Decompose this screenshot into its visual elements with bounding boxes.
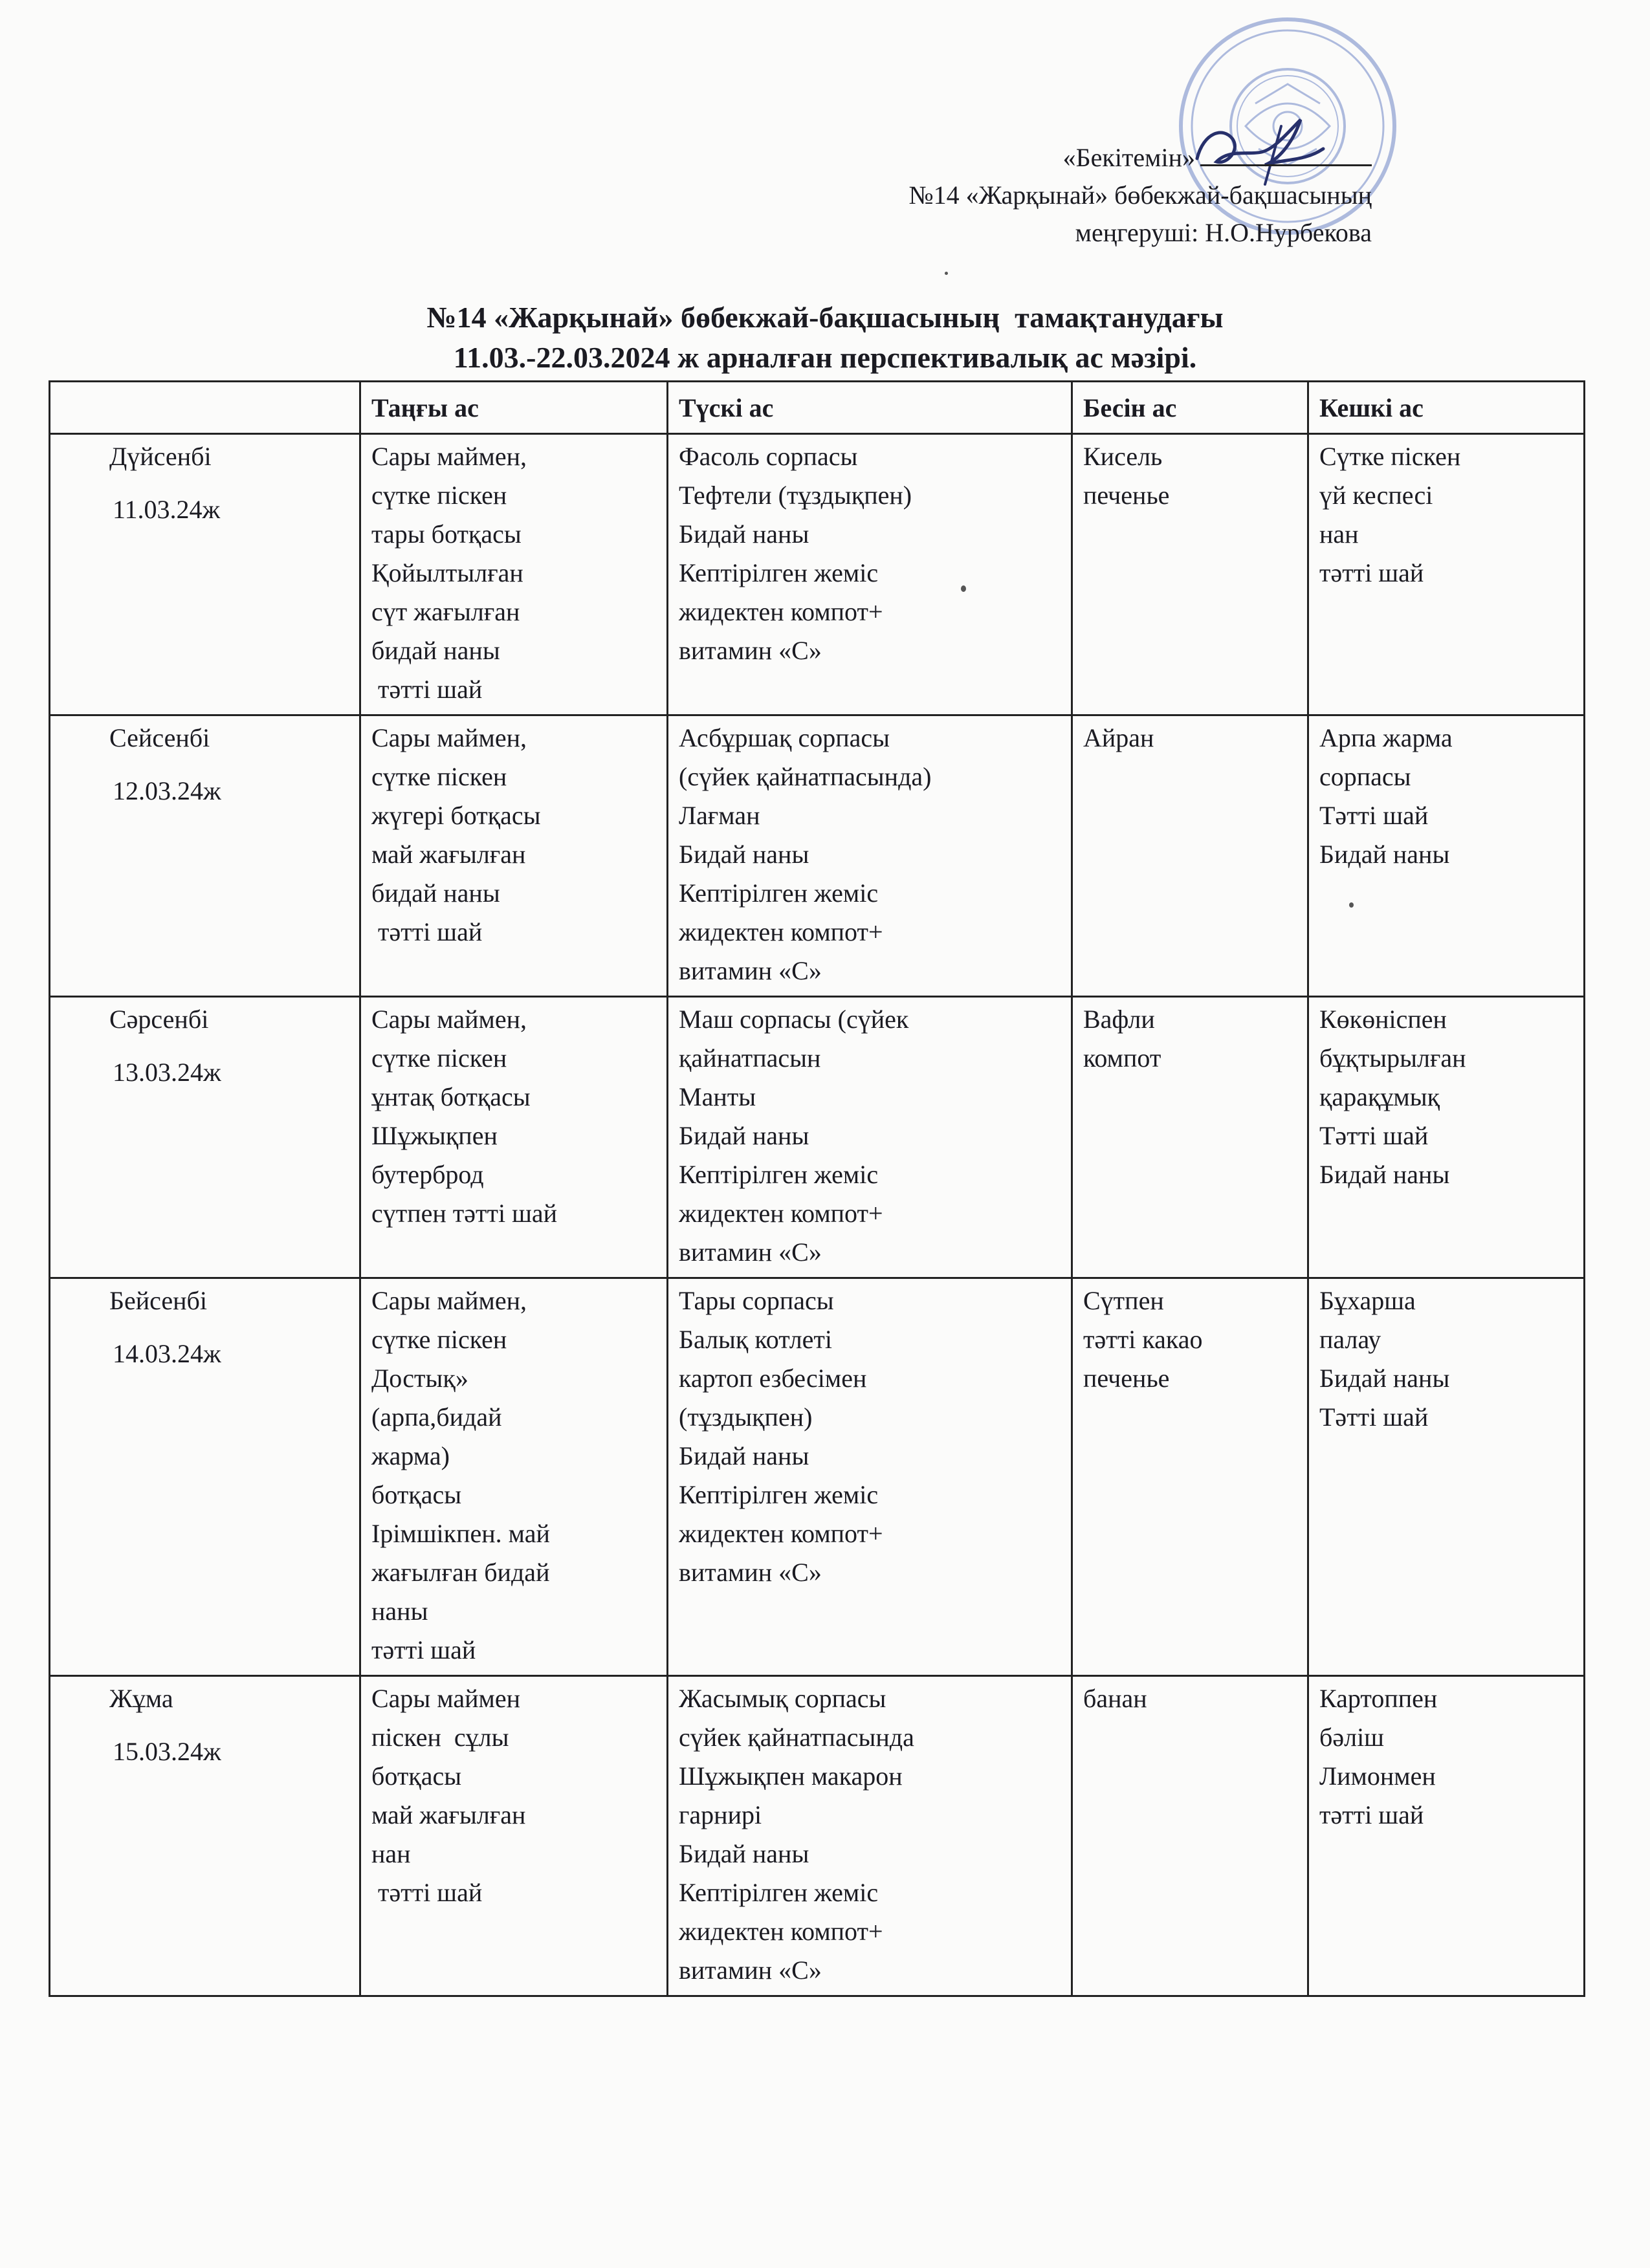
breakfast-item: Ірімшікпен. май [371, 1519, 550, 1548]
lunch-item: жидектен компот+ [679, 1199, 883, 1228]
header-lunch: Түскі ас [668, 382, 1072, 434]
breakfast-item: жағылған бидай [371, 1558, 550, 1587]
lunch-item: Кептірілген жеміс [679, 878, 879, 908]
title-line-1: №14 «Жарқынай» бөбекжай-бақшасының тамақтанудағы [426, 301, 1224, 334]
lunch-cell [668, 1676, 1072, 1996]
day-date: 14.03.24ж [113, 1339, 221, 1368]
dinner-item: тәтті шай [1319, 1800, 1424, 1829]
dinner-item: Тәтті шай [1319, 1402, 1429, 1432]
breakfast-item: май жағылған [371, 840, 526, 869]
approval-manager: меңгеруші: Н.О.Нурбекова [1075, 218, 1372, 247]
breakfast-item: Сары маймен, [371, 1286, 527, 1315]
day-cell [50, 1676, 360, 1996]
lunch-item: (сүйек қайнатпасында) [679, 762, 932, 791]
breakfast-item: тәтті шай [371, 675, 483, 704]
title-line-2: 11.03.-22.03.2024 ж арналған перспективалық ас мәзірі. [453, 341, 1197, 374]
breakfast-item: ботқасы [371, 1480, 462, 1509]
lunch-item: Бидай наны [679, 1121, 809, 1150]
header-day [50, 382, 360, 434]
breakfast-cell [360, 715, 668, 997]
breakfast-item: сүтке піскен [371, 762, 507, 791]
dinner-cell [1308, 434, 1585, 715]
dinner-item: Тәтті шай [1319, 801, 1429, 830]
snack-cell [1072, 715, 1308, 997]
breakfast-item: (арпа,бидай [371, 1402, 502, 1432]
lunch-item: Кептірілген жеміс [679, 1160, 879, 1189]
approval-organization: №14 «Жарқынай» бөбекжай-бақшасының [908, 180, 1372, 210]
document-title [0, 298, 1650, 378]
breakfast-item: ботқасы [371, 1761, 462, 1791]
day-cell [50, 434, 360, 715]
day-name: Сәрсенбі [109, 1005, 209, 1034]
lunch-item: витамин «С» [679, 636, 822, 665]
day-name: Сейсенбі [109, 723, 210, 752]
breakfast-item: Қойылтылған [371, 558, 523, 587]
snack-cell [1072, 997, 1308, 1278]
lunch-item: (тұздықпен) [679, 1402, 813, 1432]
day-cell [50, 1278, 360, 1676]
breakfast-item: тәтті шай [371, 1635, 476, 1664]
snack-item: Сүтпен [1083, 1286, 1164, 1315]
breakfast-item: ұнтақ ботқасы [371, 1082, 531, 1111]
day-date: 15.03.24ж [113, 1737, 221, 1766]
lunch-item: Тефтели (тұздықпен) [679, 481, 912, 510]
menu-table [49, 380, 1585, 1997]
breakfast-item: Шұжықпен [371, 1121, 498, 1150]
dinner-item: Лимонмен [1319, 1761, 1436, 1791]
breakfast-item: бидай наны [371, 878, 500, 908]
day-cell [50, 997, 360, 1278]
approval-label: «Бекітемін» [1062, 143, 1195, 172]
lunch-item: жидектен компот+ [679, 917, 883, 946]
lunch-item: Маш сорпасы (сүйек [679, 1005, 909, 1034]
lunch-item: Кептірілген жеміс [679, 1480, 879, 1509]
dinner-item: Картоппен [1319, 1684, 1438, 1713]
scan-speck [961, 585, 966, 592]
snack-item: банан [1083, 1684, 1147, 1713]
snack-item: печенье [1083, 481, 1170, 510]
table-row [50, 434, 1585, 715]
lunch-item: Фасоль сорпасы [679, 442, 858, 471]
scan-speck [1349, 902, 1354, 908]
lunch-cell [668, 434, 1072, 715]
dinner-item: Бұхарша [1319, 1286, 1416, 1315]
breakfast-item: Сары маймен, [371, 442, 527, 471]
lunch-item: сүйек қайнатпасында [679, 1723, 914, 1752]
lunch-item: витамин «С» [679, 956, 822, 985]
breakfast-item: тары ботқасы [371, 519, 522, 549]
day-date: 11.03.24ж [113, 495, 221, 524]
table-header-row [50, 382, 1585, 434]
lunch-item: Лағман [679, 801, 760, 830]
header-breakfast: Таңғы ас [360, 382, 668, 434]
breakfast-item: жүгері ботқасы [371, 801, 541, 830]
dinner-item: нан [1319, 519, 1359, 549]
day-date: 13.03.24ж [113, 1058, 221, 1087]
breakfast-item: сүтпен тәтті шай [371, 1199, 558, 1228]
table-row [50, 1676, 1585, 1996]
signature-line [1200, 145, 1372, 166]
snack-cell [1072, 1676, 1308, 1996]
breakfast-item: май жағылған [371, 1800, 526, 1829]
day-name: Дүйсенбі [109, 442, 212, 471]
breakfast-item: Достық» [371, 1364, 468, 1393]
breakfast-item: Сары маймен [371, 1684, 520, 1713]
header-dinner: Кешкі ас [1308, 382, 1585, 434]
lunch-item: жидектен компот+ [679, 1917, 883, 1946]
dinner-item: Бидай наны [1319, 1364, 1450, 1393]
dinner-item: бәліш [1319, 1723, 1384, 1752]
dinner-item: Көкөніспен [1319, 1005, 1447, 1034]
lunch-item: картоп езбесімен [679, 1364, 867, 1393]
snack-item: тәтті какао [1083, 1325, 1203, 1354]
breakfast-item: Сары маймен, [371, 723, 527, 752]
dinner-item: қарақұмық [1319, 1082, 1440, 1111]
lunch-item: Жасымық сорпасы [679, 1684, 886, 1713]
lunch-item: Манты [679, 1082, 756, 1111]
lunch-item: Бидай наны [679, 840, 809, 869]
table-row [50, 715, 1585, 997]
lunch-item: жидектен компот+ [679, 1519, 883, 1548]
scan-speck [945, 272, 948, 275]
lunch-item: Балық котлеті [679, 1325, 833, 1354]
breakfast-item: сүтке піскен [371, 1043, 507, 1073]
lunch-cell [668, 1278, 1072, 1676]
lunch-item: Бидай наны [679, 519, 809, 549]
breakfast-item: нан [371, 1839, 411, 1868]
snack-item: Вафли [1083, 1005, 1155, 1034]
lunch-item: Тары сорпасы [679, 1286, 834, 1315]
breakfast-item: бидай наны [371, 636, 500, 665]
lunch-item: Шұжықпен макарон [679, 1761, 903, 1791]
lunch-item: гарнирі [679, 1800, 762, 1829]
table-row [50, 997, 1585, 1278]
breakfast-item: піскен сұлы [371, 1723, 509, 1752]
breakfast-item: тәтті шай [371, 1878, 483, 1907]
breakfast-item: сүт жағылған [371, 597, 520, 626]
day-date: 12.03.24ж [113, 776, 221, 805]
table-row [50, 1278, 1585, 1676]
lunch-item: Бидай наны [679, 1839, 809, 1868]
dinner-cell [1308, 997, 1585, 1278]
breakfast-item: жарма) [371, 1441, 450, 1470]
lunch-item: қайнатпасын [679, 1043, 821, 1073]
snack-cell [1072, 1278, 1308, 1676]
dinner-item: сорпасы [1319, 762, 1411, 791]
breakfast-cell [360, 997, 668, 1278]
dinner-cell [1308, 715, 1585, 997]
day-name: Бейсенбі [109, 1286, 207, 1315]
approval-block [908, 139, 1372, 252]
breakfast-item: бутерброд [371, 1160, 484, 1189]
breakfast-cell [360, 1676, 668, 1996]
lunch-cell [668, 997, 1072, 1278]
dinner-cell [1308, 1676, 1585, 1996]
snack-cell [1072, 434, 1308, 715]
dinner-item: Тәтті шай [1319, 1121, 1429, 1150]
lunch-item: Кептірілген жеміс [679, 1878, 879, 1907]
dinner-item: Бидай наны [1319, 840, 1450, 869]
breakfast-item: сүтке піскен [371, 481, 507, 510]
day-name: Жұма [109, 1684, 173, 1713]
day-cell [50, 715, 360, 997]
dinner-cell [1308, 1278, 1585, 1676]
dinner-item: тәтті шай [1319, 558, 1424, 587]
snack-item: компот [1083, 1043, 1161, 1073]
breakfast-cell [360, 1278, 668, 1676]
snack-item: печенье [1083, 1364, 1170, 1393]
lunch-item: Бидай наны [679, 1441, 809, 1470]
lunch-item: витамин «С» [679, 1956, 822, 1985]
dinner-item: Арпа жарма [1319, 723, 1453, 752]
breakfast-item: Сары маймен, [371, 1005, 527, 1034]
lunch-item: Кептірілген жеміс [679, 558, 879, 587]
lunch-item: витамин «С» [679, 1558, 822, 1587]
lunch-item: Асбұршақ сорпасы [679, 723, 890, 752]
breakfast-item: наны [371, 1597, 428, 1626]
dinner-item: бұқтырылған [1319, 1043, 1466, 1073]
breakfast-cell [360, 434, 668, 715]
snack-item: Кисель [1083, 442, 1163, 471]
dinner-item: үй кеспесі [1319, 481, 1433, 510]
lunch-cell [668, 715, 1072, 997]
dinner-item: Бидай наны [1319, 1160, 1450, 1189]
lunch-item: жидектен компот+ [679, 597, 883, 626]
breakfast-item: тәтті шай [371, 917, 483, 946]
dinner-item: палау [1319, 1325, 1381, 1354]
breakfast-item: сүтке піскен [371, 1325, 507, 1354]
header-snack: Бесін ас [1072, 382, 1308, 434]
snack-item: Айран [1083, 723, 1154, 752]
dinner-item: Сүтке піскен [1319, 442, 1461, 471]
lunch-item: витамин «С» [679, 1238, 822, 1267]
